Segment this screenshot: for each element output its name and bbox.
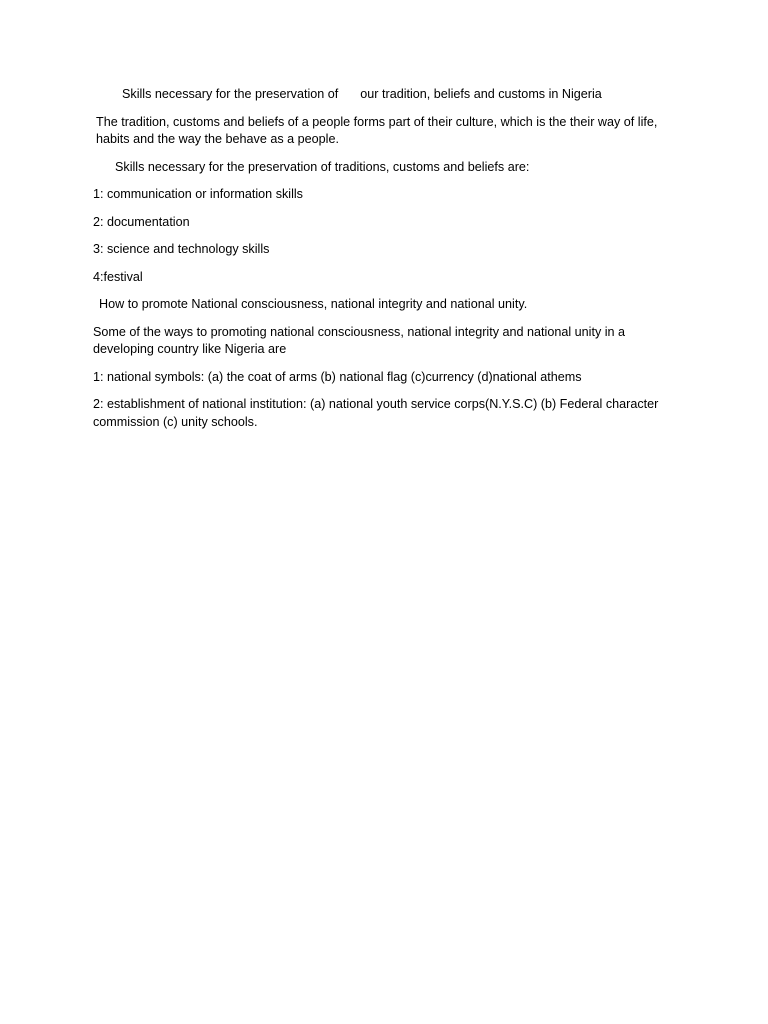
list-item: 2: documentation [93,214,190,229]
title-part-2: our tradition, beliefs and customs in Nigeria [360,87,602,101]
list-item: 3: science and technology skills [93,242,270,256]
list-item: 1: national symbols: (a) the coat of arms (b) national flag (c)currency (d)national athems [93,369,582,384]
promote-intro-paragraph: Some of the ways to promoting national consciousness, national integrity and national unity in a developing country like Nigeria are [93,324,626,356]
promote-heading: How to promote National consciousness, national integrity and national unity. [99,297,528,311]
intro-paragraph: The tradition, customs and beliefs of a people forms part of their culture, which is the their way of life, habits and the way the behave as a people. [96,114,658,146]
document-title [93,86,683,104]
title-part-1: Skills necessary for the preservation of [122,87,339,101]
list-item: 4:festival [93,269,143,284]
list-item: 2: establishment of national institution: (a) national youth service corps(N.Y.S.C) (b) Federal character commission (c) unity schools. [93,397,659,429]
document-body [93,86,683,441]
skills-heading: Skills necessary for the preservation of traditions, customs and beliefs are: [115,159,530,174]
list-item: 1: communication or information skills [93,187,303,201]
